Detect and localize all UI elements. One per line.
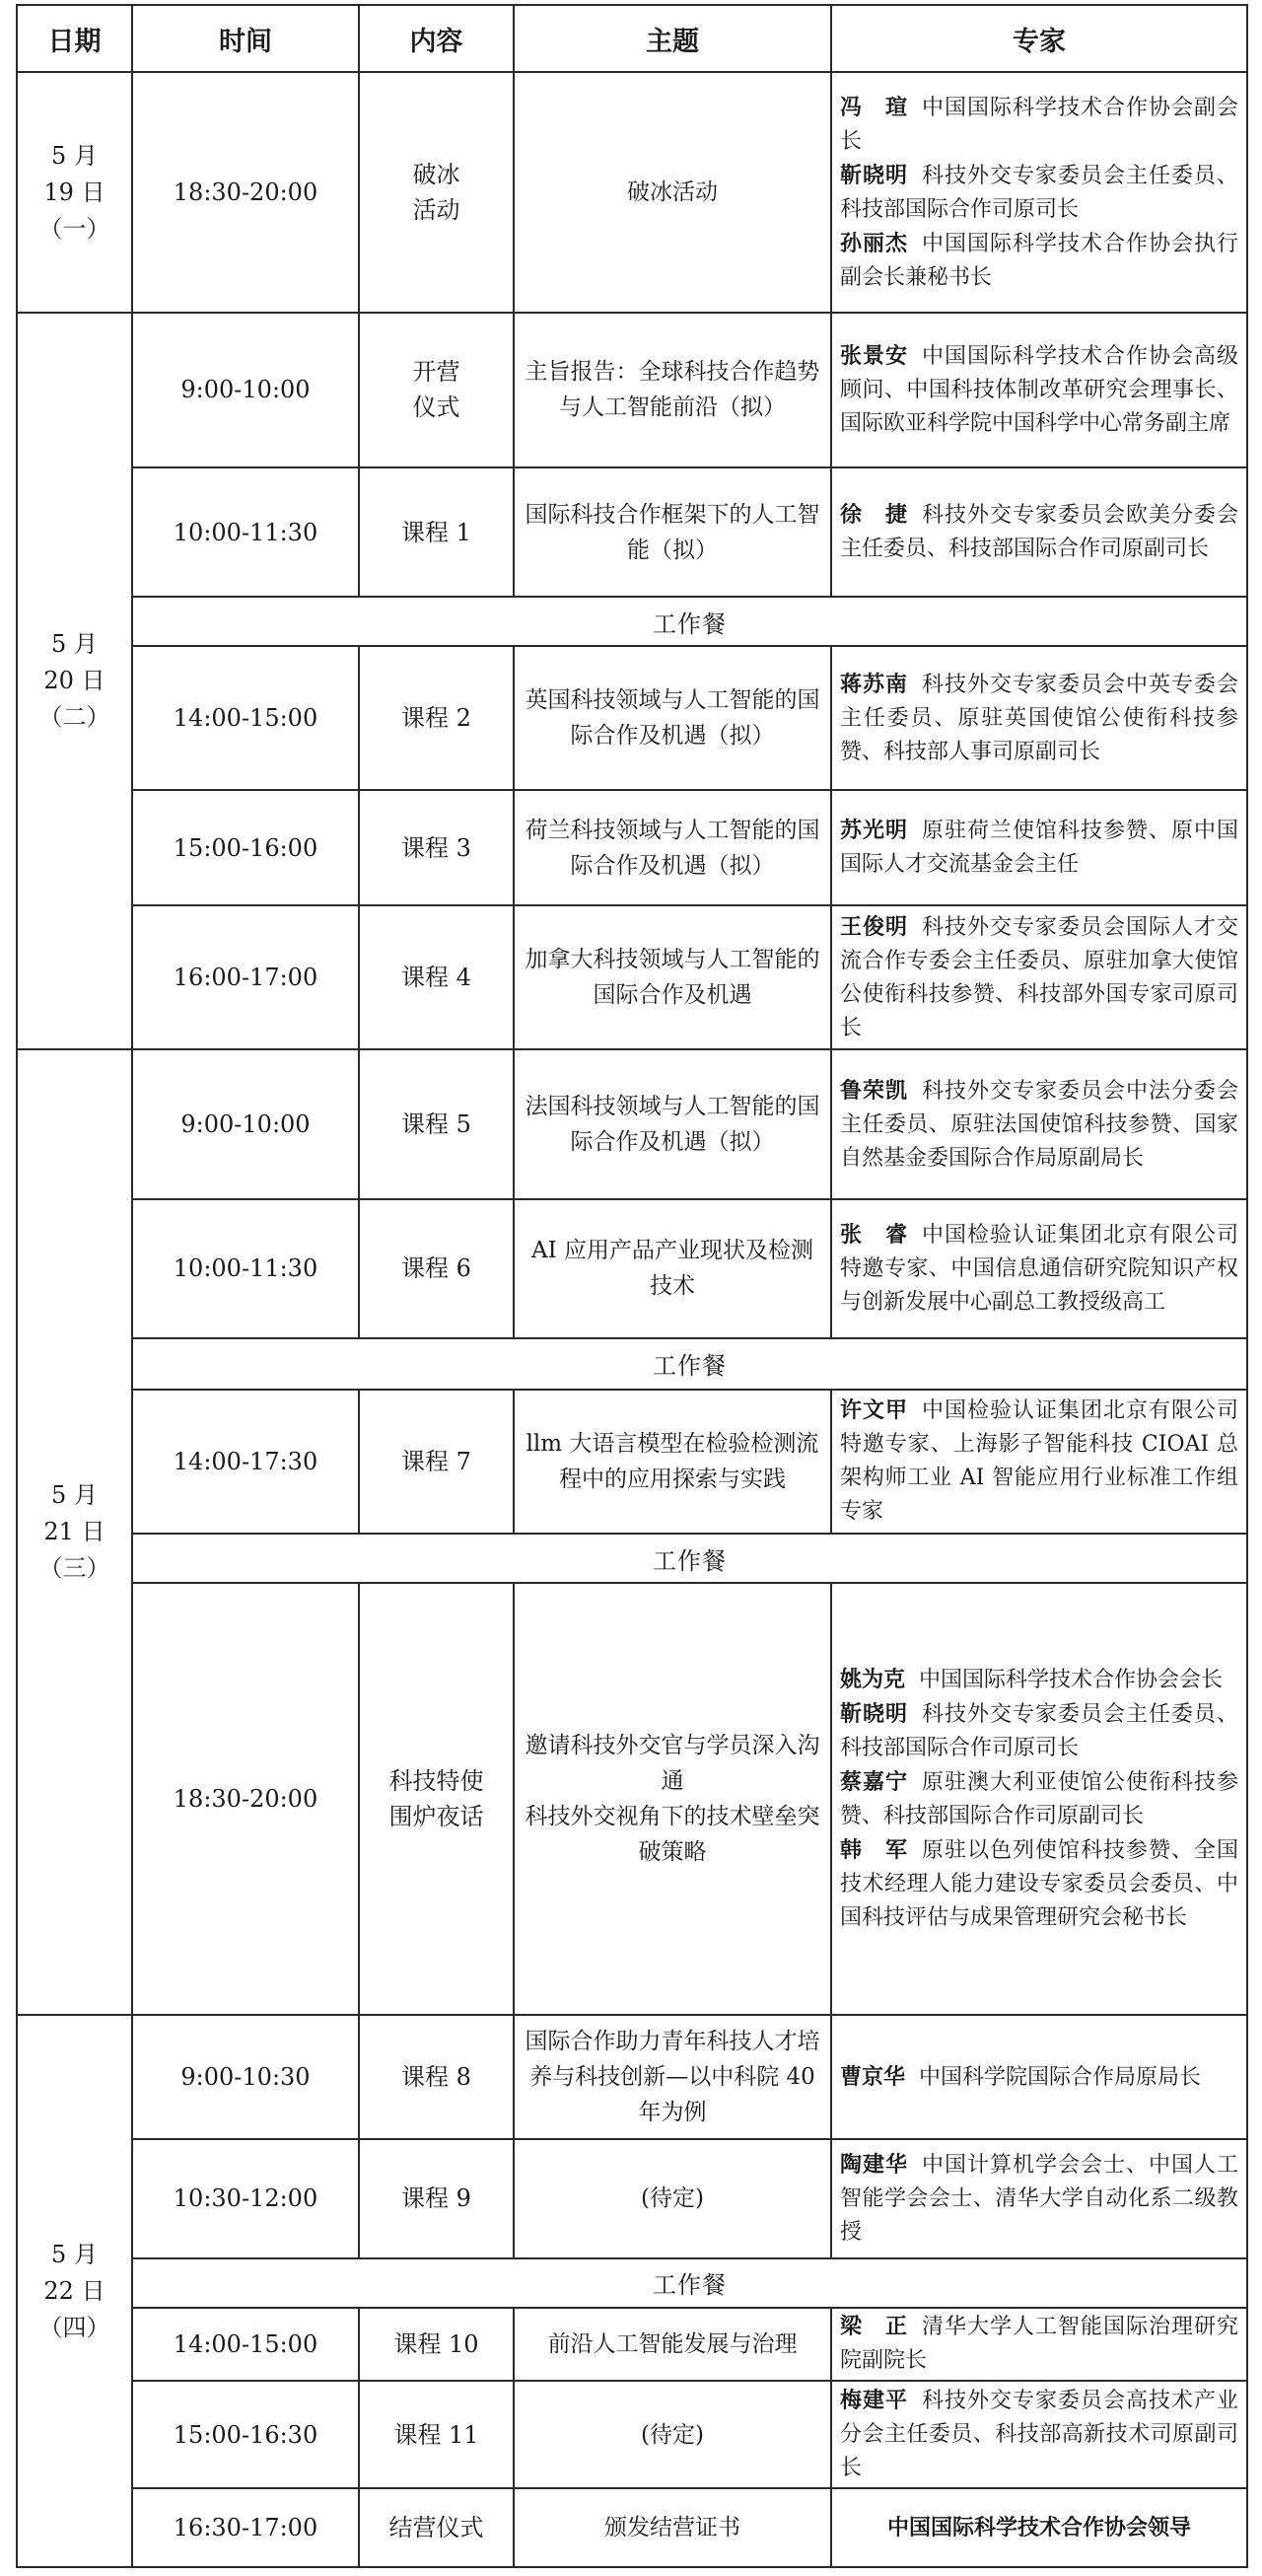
expert-entry (840, 910, 1238, 1045)
expert-desc: 中国检验认证集团北京有限公司特邀专家、中国信息通信研究院知识产权与创新发展中心副总工教授级高工 (840, 1222, 1238, 1315)
expert-desc: 中国检验认证集团北京有限公司特邀专家、上海影子智能科技 CIOAI 总架构师工业 AI 智能应用行业标准工作组专家 (840, 1398, 1238, 1525)
topic-line: 法国科技领域与人工智能的国际合作及机遇（拟） (525, 1094, 820, 1156)
topic-line: 国际合作助力青年科技人才培养与科技创新—以中科院 40 年为例 (525, 2029, 820, 2126)
schedule-row (17, 2015, 1247, 2138)
schedule-row (17, 1583, 1247, 2015)
expert-entry (840, 2148, 1238, 2250)
header-date: 日期 (17, 5, 132, 72)
time-cell: 14:00-15:00 (132, 646, 359, 790)
time-cell: 10:00-11:30 (132, 1199, 359, 1338)
time-cell: 14:00-15:00 (132, 2308, 359, 2381)
expert-name: 冯 瑄 (840, 94, 908, 120)
meal-label: 工作餐 (132, 597, 1247, 646)
topic-cell (514, 905, 831, 1049)
expert-name: 靳晓明 (840, 1701, 908, 1728)
time-cell: 10:00-11:30 (132, 467, 359, 598)
date-line: （四） (38, 2313, 110, 2341)
content-cell (359, 313, 514, 467)
date-line: 21 日 (43, 1518, 105, 1546)
expert-name: 梁 正 (840, 2314, 908, 2340)
content-cell (359, 2381, 514, 2489)
expert-desc: 中国计算机学会会士、中国人工智能学会会士、清华大学自动化系二级教授 (840, 2152, 1238, 2245)
meal-row (17, 2258, 1247, 2308)
expert-desc: 科技外交专家委员会主任委员、科技部国际合作司原司长 (840, 1702, 1238, 1761)
content-line: 课程 11 (393, 2420, 479, 2449)
date-cell (17, 2015, 132, 2567)
expert-entry (840, 1663, 1238, 1697)
content-cell (359, 1583, 514, 2015)
expert-entry (840, 339, 1238, 441)
content-line: 课程 6 (401, 1254, 471, 1283)
topic-line: 前沿人工智能发展与治理 (547, 2330, 798, 2357)
header-time: 时间 (132, 5, 359, 72)
expert-desc: 中国国际科学技术合作协会会长 (919, 1668, 1224, 1693)
expert-entry (840, 91, 1238, 159)
schedule-row (17, 313, 1247, 467)
topic-cell (514, 467, 831, 598)
expert-entry (840, 1394, 1238, 1529)
expert-desc: 科技外交专家委员会主任委员、科技部国际合作司原司长 (840, 163, 1238, 222)
content-cell (359, 72, 514, 313)
content-line: 结营仪式 (388, 2514, 484, 2542)
date-line: 19 日 (43, 178, 105, 206)
date-line: 5 月 (51, 141, 98, 170)
schedule-row (17, 905, 1247, 1049)
content-line: 课程 8 (401, 2063, 471, 2092)
expert-entry (840, 1765, 1238, 1833)
date-cell (17, 72, 132, 313)
expert-cell (831, 72, 1247, 313)
expert-entry (840, 1697, 1238, 1765)
content-cell (359, 2308, 514, 2381)
expert-desc: 中国国际科学技术合作协会副会长 (840, 95, 1238, 154)
expert-cell (831, 2308, 1247, 2381)
time-cell: 9:00-10:30 (132, 2015, 359, 2138)
expert-cell (831, 646, 1247, 790)
expert-entry (840, 1833, 1238, 1935)
meal-label: 工作餐 (132, 1534, 1247, 1583)
expert-name: 梅建平 (840, 2388, 908, 2414)
topic-cell (514, 1199, 831, 1338)
date-cell (17, 1049, 132, 2015)
expert-name: 陶建华 (840, 2151, 908, 2178)
expert-entry (840, 498, 1238, 566)
expert-name: 蔡嘉宁 (840, 1769, 908, 1796)
content-line: 课程 7 (401, 1447, 471, 1475)
expert-name: 蒋苏南 (840, 671, 908, 697)
date-line: （一） (38, 214, 110, 243)
header-topic: 主题 (514, 5, 831, 72)
expert-cell (831, 1049, 1247, 1198)
topic-cell (514, 72, 831, 313)
expert-desc: 中国科学院国际合作局原局长 (919, 2064, 1202, 2090)
content-line: 科技特使 (388, 1767, 484, 1796)
time-cell: 16:30-17:00 (132, 2488, 359, 2567)
content-cell (359, 467, 514, 598)
content-cell (359, 2139, 514, 2258)
meal-row (17, 597, 1247, 646)
expert-name: 姚为克 (840, 1667, 906, 1693)
expert-cell (831, 1390, 1247, 1534)
schedule-row (17, 72, 1247, 313)
expert-cell (831, 313, 1247, 467)
date-line: 22 日 (43, 2276, 105, 2305)
schedule-row (17, 790, 1247, 905)
expert-cell (831, 1583, 1247, 2015)
expert-cell (831, 790, 1247, 905)
schedule-row (17, 1049, 1247, 1198)
expert-name: 曹京华 (840, 2063, 906, 2090)
topic-line: llm 大语言模型在检验检测流程中的应用探索与实践 (526, 1430, 819, 1492)
schedule-row (17, 2381, 1247, 2489)
expert-entry (840, 814, 1238, 882)
expert-cell (831, 2015, 1247, 2138)
expert-cell (831, 2381, 1247, 2489)
content-line: 课程 3 (401, 833, 471, 862)
content-line: 开营 (412, 358, 460, 387)
expert-desc: 科技外交专家委员会高技术产业分会主任委员、科技部高新技术司原副司长 (840, 2389, 1238, 2481)
content-line: 仪式 (412, 394, 460, 422)
topic-cell (514, 646, 831, 790)
topic-line: 破冰活动 (627, 179, 718, 206)
content-cell (359, 905, 514, 1049)
content-cell (359, 1049, 514, 1198)
expert-desc: 科技外交专家委员会国际人才交流合作专委会主任委员、原驻加拿大使馆公使衔科技参赞、科技部外国专家司原司长 (840, 914, 1238, 1040)
schedule-row (17, 2488, 1247, 2567)
topic-line: 主旨报告：全球科技合作趋势与人工智能前沿（拟） (525, 359, 820, 421)
time-cell: 16:00-17:00 (132, 905, 359, 1049)
date-line: （三） (38, 1554, 110, 1583)
topic-line: 英国科技领域与人工智能的国际合作及机遇（拟） (525, 687, 820, 750)
topic-line: AI 应用产品产业现状及检测技术 (530, 1238, 813, 1300)
header-row (17, 5, 1247, 72)
expert-desc: 科技外交专家委员会中英专委会主任委员、原驻英国使馆公使衔科技参赞、科技部人事司原副司长 (840, 672, 1238, 764)
expert-name: 韩 军 (840, 1837, 908, 1864)
expert-entry (840, 1218, 1238, 1320)
topic-line: (待定) (641, 2421, 704, 2448)
topic-cell (514, 2308, 831, 2381)
expert-cell (831, 905, 1247, 1049)
schedule-body (17, 72, 1247, 2567)
time-cell: 18:30-20:00 (132, 1583, 359, 2015)
expert-desc: 原驻澳大利亚使馆公使衔科技参赞、科技部国际合作司原副司长 (840, 1770, 1238, 1829)
topic-line: 科技外交视角下的技术壁垒突破策略 (525, 1804, 820, 1866)
expert-desc: 中国国际科学技术合作协会高级顾问、中国科技体制改革研究会理事长、国际欧亚科学院中国科学中心常务副主席 (840, 343, 1238, 436)
date-line: （二） (38, 703, 110, 732)
topic-cell (514, 1390, 831, 1534)
time-cell: 15:00-16:00 (132, 790, 359, 905)
expert-entry (840, 2310, 1238, 2378)
date-line: 20 日 (43, 667, 105, 695)
schedule-row (17, 1199, 1247, 1338)
content-line: 课程 2 (401, 704, 471, 733)
topic-line: (待定) (641, 2185, 704, 2212)
expert-name: 徐 捷 (840, 502, 908, 529)
time-cell: 9:00-10:00 (132, 1049, 359, 1198)
expert-name: 靳晓明 (840, 162, 908, 188)
expert-name: 王俊明 (840, 913, 908, 940)
schedule-table (16, 4, 1248, 2568)
content-line: 围炉夜话 (388, 1803, 484, 1831)
expert-desc: 科技外交专家委员会中法分委会主任委员、原驻法国使馆科技参赞、国家自然基金委国际合作局原副局长 (840, 1078, 1238, 1171)
expert-lead: 中国国际科学技术合作协会领导 (886, 2515, 1191, 2541)
expert-name: 张 睿 (840, 1221, 908, 1248)
content-line: 课程 9 (401, 2184, 471, 2213)
time-cell: 14:00-17:30 (132, 1390, 359, 1534)
date-line: 5 月 (51, 1481, 98, 1510)
expert-cell (831, 2488, 1247, 2567)
expert-name: 张景安 (840, 342, 908, 369)
topic-cell (514, 2381, 831, 2489)
topic-cell (514, 313, 831, 467)
topic-line: 国际科技合作框架下的人工智能（拟） (525, 501, 820, 563)
expert-entry (840, 227, 1238, 295)
topic-line: 荷兰科技领域与人工智能的国际合作及机遇（拟） (525, 817, 820, 879)
expert-cell (831, 467, 1247, 598)
content-cell (359, 1390, 514, 1534)
expert-name: 孙丽杰 (840, 230, 908, 256)
topic-cell (514, 790, 831, 905)
time-cell: 15:00-16:30 (132, 2381, 359, 2489)
schedule-row (17, 467, 1247, 598)
topic-cell (514, 2015, 831, 2138)
content-line: 课程 1 (401, 518, 471, 546)
expert-cell (831, 1199, 1247, 1338)
expert-entry (840, 2384, 1238, 2485)
content-cell (359, 790, 514, 905)
time-cell: 18:30-20:00 (132, 72, 359, 313)
expert-name: 许文甲 (840, 1397, 908, 1424)
content-cell (359, 2015, 514, 2138)
meal-row (17, 1338, 1247, 1390)
expert-cell (831, 2139, 1247, 2258)
expert-desc: 科技外交专家委员会欧美分委会主任委员、科技部国际合作司原副司长 (840, 503, 1238, 562)
schedule-row (17, 1390, 1247, 1534)
expert-entry (840, 159, 1238, 227)
topic-line: 邀请科技外交官与学员深入沟通 (525, 1733, 820, 1795)
content-line: 课程 4 (401, 964, 471, 992)
meal-label: 工作餐 (132, 2258, 1247, 2308)
content-line: 破冰 (412, 161, 460, 189)
expert-desc: 原驻荷兰使馆科技参赞、原中国国际人才交流基金会主任 (840, 819, 1238, 878)
time-cell: 9:00-10:00 (132, 313, 359, 467)
content-cell (359, 1199, 514, 1338)
topic-cell (514, 1049, 831, 1198)
schedule-row (17, 2308, 1247, 2381)
header-expert: 专家 (831, 5, 1247, 72)
time-cell: 10:30-12:00 (132, 2139, 359, 2258)
content-line: 课程 5 (401, 1110, 471, 1139)
content-line: 课程 10 (393, 2329, 479, 2358)
topic-line: 加拿大科技领域与人工智能的国际合作及机遇 (525, 947, 820, 1009)
topic-line: 颁发结营证书 (604, 2515, 740, 2541)
expert-name: 苏光明 (840, 818, 908, 844)
topic-cell (514, 2139, 831, 2258)
expert-entry (840, 1074, 1238, 1176)
expert-desc: 清华大学人工智能国际治理研究院副院长 (840, 2315, 1238, 2374)
schedule-row (17, 2139, 1247, 2258)
topic-cell (514, 1583, 831, 2015)
header-content: 内容 (359, 5, 514, 72)
date-line: 5 月 (51, 630, 98, 659)
expert-entry (840, 668, 1238, 769)
date-line: 5 月 (51, 2240, 98, 2268)
meal-row (17, 1534, 1247, 1583)
meal-label: 工作餐 (132, 1338, 1247, 1390)
content-line: 活动 (412, 196, 460, 225)
content-cell (359, 2488, 514, 2567)
content-cell (359, 646, 514, 790)
topic-cell (514, 2488, 831, 2567)
expert-entry (840, 2060, 1238, 2095)
expert-name: 鲁荣凯 (840, 1077, 908, 1104)
schedule-row (17, 646, 1247, 790)
date-cell (17, 313, 132, 1049)
expert-desc: 中国国际科学技术合作协会执行副会长兼秘书长 (840, 231, 1238, 290)
expert-desc: 原驻以色列使馆科技参赞、全国技术经理人能力建设专家委员会委员、中国科技评估与成果管理研究会秘书长 (840, 1838, 1238, 1931)
